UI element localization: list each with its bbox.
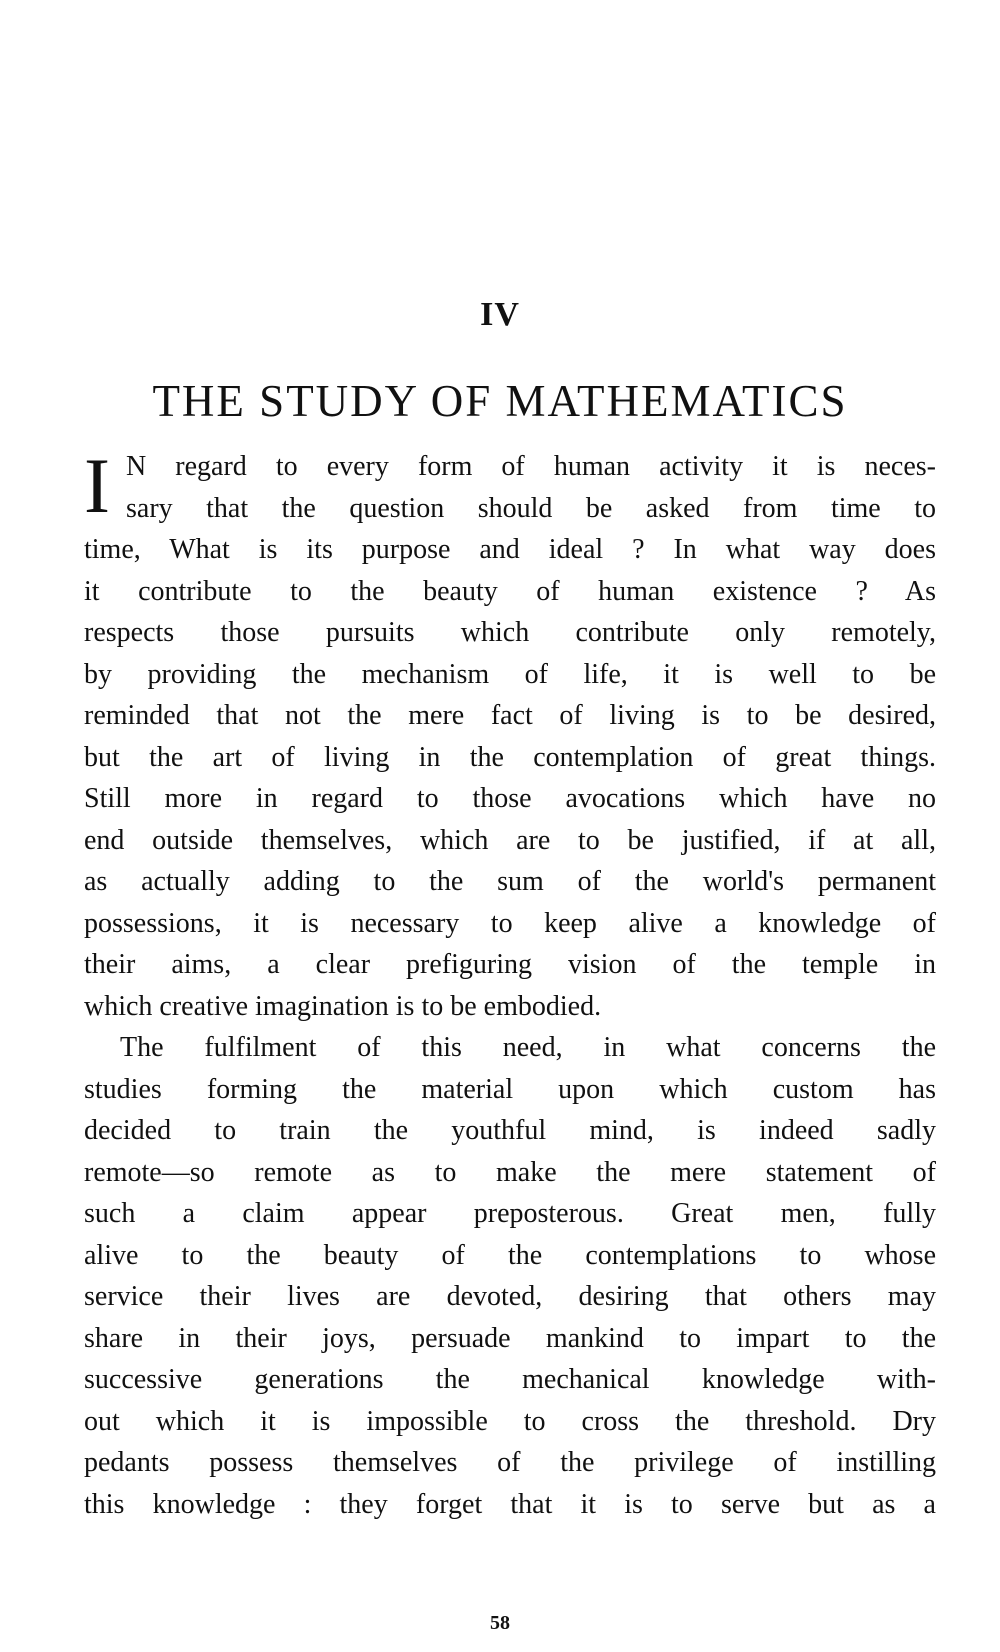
text-line: by providing the mechanism of life, it is well to be: [84, 658, 936, 690]
chapter-title: THE STUDY OF MATHEMATICS: [152, 376, 848, 426]
text-line: respects those pursuits which contribute only remotely,: [84, 617, 936, 648]
drop-cap: I: [84, 442, 110, 529]
text-line: it contribute to the beauty of human existence ? As: [84, 575, 936, 607]
text-line: possessions, it is necessary to keep alive a knowledge of: [84, 907, 936, 939]
text-line: which creative imagination is to be embodied.: [84, 990, 602, 1022]
text-line: Still more in regard to those avocations which have no: [84, 783, 936, 814]
text-line: such a claim appear preposterous. Great men, fully: [84, 1198, 936, 1229]
paragraph-1: [84, 442, 936, 1027]
text-line: studies forming the material upon which custom has: [84, 1073, 936, 1105]
text-line: share in their joys, persuade mankind to impart to the: [84, 1322, 936, 1354]
text-line: alive to the beauty of the contemplations to whose: [84, 1239, 936, 1271]
text-line: this knowledge : they forget that it is to serve but as a: [84, 1488, 936, 1520]
text-line: successive generations the mechanical knowledge with-: [84, 1364, 936, 1395]
text-line: The fulfilment of this need, in what concerns the: [120, 1032, 936, 1063]
chapter-number: IV: [480, 296, 520, 333]
text-line: their aims, a clear prefiguring vision of the temple in: [84, 949, 936, 980]
text-line: decided to train the youthful mind, is indeed sadly: [84, 1115, 936, 1146]
text-line: sary that the question should be asked from time to: [126, 492, 936, 524]
text-line: remote—so remote as to make the mere statement of: [84, 1156, 936, 1188]
paragraph-2: [84, 1027, 936, 1525]
page-number: 58: [490, 1612, 510, 1634]
text-line: pedants possess themselves of the privilege of instilling: [84, 1447, 936, 1478]
text-line: end outside themselves, which are to be justified, if at all,: [84, 824, 936, 856]
text-line: reminded that not the mere fact of living is to be desired,: [84, 700, 936, 731]
text-line: but the art of living in the contemplation of great things.: [84, 741, 936, 773]
body-text: [84, 442, 936, 1525]
text-line: time, What is its purpose and ideal ? In what way does: [84, 534, 936, 565]
text-line: as actually adding to the sum of the world's permanent: [84, 866, 936, 897]
text-line-content: N regard to every form of human activity it is neces-: [126, 451, 936, 482]
text-line: service their lives are devoted, desiring that others may: [84, 1281, 936, 1312]
text-line: out which it is impossible to cross the threshold. Dry: [84, 1405, 936, 1437]
